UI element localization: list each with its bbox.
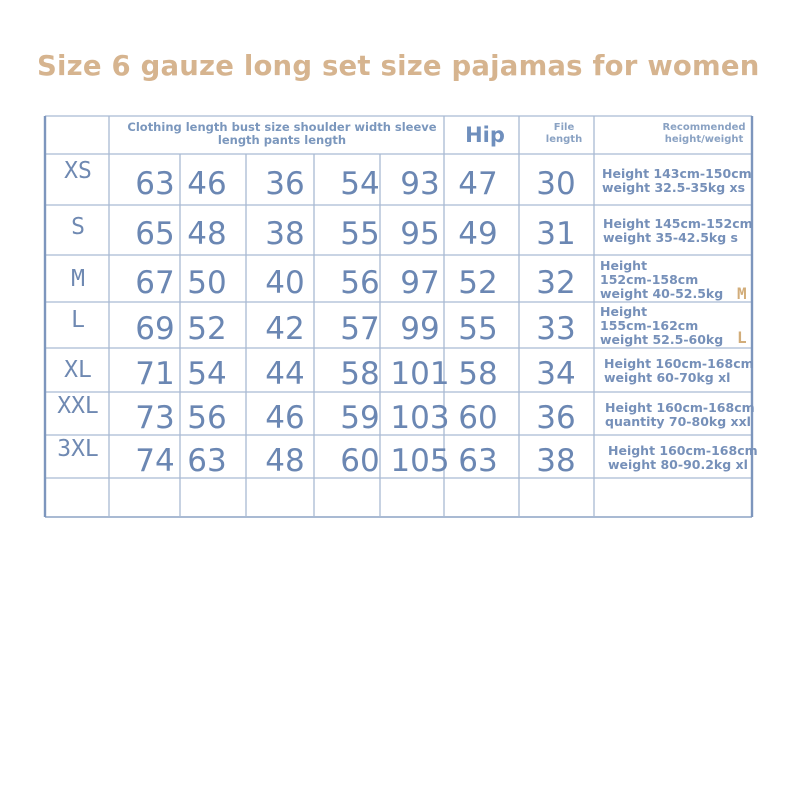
header-hip: Hip [465, 123, 505, 147]
measurement-value: 36 [536, 399, 576, 436]
measurement-value: 69 [135, 311, 175, 347]
measurement-value: 58 [340, 356, 380, 392]
recommended-height-weight [603, 217, 753, 245]
measurement-value: 101 [390, 356, 450, 392]
measurement-value: 50 [187, 264, 227, 301]
measurement-value: 99 [400, 311, 440, 347]
measurement-value: 42 [265, 311, 305, 347]
recommended-line: weight 60-70kg xl [604, 370, 731, 385]
measurement-value: 59 [340, 399, 380, 436]
measurement-value: 63 [187, 442, 227, 479]
size-label-xs: XS [64, 157, 92, 184]
measurement-value: 40 [265, 264, 305, 301]
header-recommended: Recommended height/weight [662, 122, 746, 145]
measurement-value: 95 [400, 216, 440, 252]
recommended-height-weight [608, 444, 758, 472]
measurement-value: 105 [390, 442, 450, 479]
measurement-value: 60 [458, 399, 498, 436]
recommended-height-weight [604, 357, 754, 385]
measurement-value: 54 [340, 165, 380, 202]
recommended-line: Height 160cm-168cm [605, 399, 755, 415]
measurement-value: 97 [400, 264, 440, 301]
size-label-l: L [71, 307, 85, 333]
measurement-value: 46 [265, 399, 305, 436]
recommended-line: Height [600, 304, 648, 319]
recommended-line: quantity 70-80kg xxl [605, 413, 751, 429]
recommended-line: Height 143cm-150cm [602, 165, 752, 181]
recommended-line: weight 40-52.5kg [600, 285, 724, 301]
measurement-value: 52 [187, 311, 227, 347]
measurement-value: 56 [187, 399, 227, 436]
measurement-value: 65 [135, 216, 175, 252]
measurement-value: 73 [135, 399, 175, 436]
recommended-line: Height [600, 257, 648, 273]
page-title: Size 6 gauze long set size pajamas for women [37, 50, 760, 82]
measurement-value: 67 [135, 264, 175, 301]
measurement-value: 44 [265, 356, 305, 392]
measurement-value: 93 [400, 165, 440, 202]
measurement-value: 31 [536, 216, 576, 252]
size-label-m: M [71, 265, 85, 292]
size-label-xl: XL [64, 357, 92, 383]
measurement-value: 38 [265, 216, 305, 252]
measurement-value: 34 [536, 356, 576, 392]
recommended-line: Height 160cm-168cm [604, 356, 754, 371]
measurement-value: 49 [458, 216, 498, 252]
header-file-length: File length [545, 122, 583, 145]
measurement-value: 46 [187, 165, 227, 202]
recommended-line: weight 32.5-35kg xs [602, 179, 746, 195]
recommended-height-weight [600, 259, 723, 301]
measurement-value: 55 [458, 311, 498, 347]
recommended-line: Height 160cm-168cm [608, 442, 758, 458]
measurement-value: 56 [340, 264, 380, 301]
recommended-line: weight 52.5-60kg [600, 332, 724, 347]
recommended-line: 155cm-162cm [600, 318, 699, 333]
size-label-s: S [71, 214, 85, 240]
measurement-value: 32 [536, 264, 576, 301]
measurement-value: 33 [536, 311, 576, 347]
recommended-line: 152cm-158cm [600, 271, 699, 287]
measurement-value: 74 [135, 442, 175, 479]
size-label-xxl: XXL [57, 392, 99, 419]
measurement-value: 36 [265, 165, 305, 202]
size-label-3xl: 3XL [57, 435, 99, 462]
measurement-value: 48 [265, 442, 305, 479]
recommended-line: Height 145cm-152cm [603, 216, 753, 231]
measurement-value: 55 [340, 216, 380, 252]
recommended-height-weight [605, 401, 755, 429]
measurement-value: 63 [135, 165, 175, 202]
measurement-value: 71 [135, 356, 175, 392]
measurement-value: 63 [458, 442, 498, 479]
measurement-value: 38 [536, 442, 576, 479]
measurement-value: 60 [340, 442, 380, 479]
recommended-height-weight [600, 305, 723, 347]
measurement-value: 30 [536, 165, 576, 202]
size-tag-l: L [737, 328, 747, 347]
recommended-line: weight 80-90.2kg xl [608, 456, 748, 472]
size-tag-m: M [737, 284, 747, 303]
recommended-line: weight 35-42.5kg s [603, 230, 738, 245]
measurement-value: 48 [187, 216, 227, 252]
recommended-height-weight [602, 167, 752, 195]
measurement-value: 57 [340, 311, 380, 347]
header-measurements: Clothing length bust size shoulder width sleeve length pants length [127, 120, 437, 147]
measurement-value: 58 [458, 356, 498, 392]
measurement-value: 47 [458, 165, 498, 202]
measurement-value: 103 [390, 399, 450, 436]
measurement-value: 52 [458, 264, 498, 301]
measurement-value: 54 [187, 356, 227, 392]
